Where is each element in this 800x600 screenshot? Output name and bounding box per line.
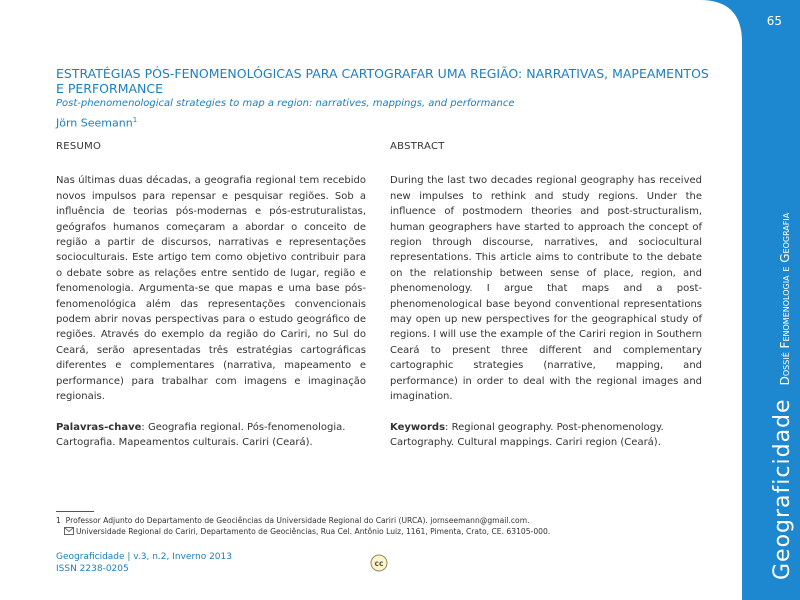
author xyxy=(56,116,137,130)
resumo-section xyxy=(56,139,366,450)
journal-vertical-label xyxy=(742,160,798,590)
resumo-keywords xyxy=(56,420,366,451)
author-name: Jörn Seemann xyxy=(56,116,133,130)
journal-name: Geograficidade xyxy=(770,398,795,580)
issn: ISSN 2238-0205 xyxy=(56,564,129,574)
abstract-keywords-text: : Regional geography. Post-phenomenology. Cartography. Cultural mappings. Cariri region (Ceará). xyxy=(390,421,664,448)
article-subtitle: Post-phenomenological strategies to map a region: narratives, mappings, and performance xyxy=(56,98,515,109)
author-note-marker: 1 xyxy=(132,116,138,124)
footnote-affiliation: Professor Adjunto do Departamento de Geociências da Universidade Regional do Cariri (URCA). jornseemann@gmail.com. xyxy=(65,516,530,525)
resumo-keywords-text: : Geografia regional. Pós-fenomenologia. Cartografia. Mapeamentos culturais. Cariri (Ceará). xyxy=(56,421,346,448)
abstract-keywords xyxy=(390,420,702,451)
resumo-keywords-label: Palavras-chave xyxy=(56,421,142,433)
footnote xyxy=(56,515,696,537)
resumo-heading: RESUMO xyxy=(56,141,102,152)
resumo-body: Nas últimas duas décadas, a geografia regional tem recebido novos impulsos para repensar e pesquisar regiões. Sob a influência de teorias pós-modernas e pós-estruturalistas, geógrafos humanos começaram a abordar o conceito de região a partir de discursos, narrativas e representações socioculturais. Este artigo tem como objetivo contribuir para o debate sobre as relações entre sentido de lugar, região e fenomenologia. Argumenta-se que mapas e uma base pós-fenomenológica além das representações convencionais podem abrir novas perspectivas para o estudo geográfico de regiões. Através do exemplo da região do Cariri, no Sul do Ceará, serão apresentadas três estratégias cartográficas diferentes e complementares (narrativa, mapeamento e performance) para trabalhar com imagens e imaginação regionais. xyxy=(56,175,366,403)
abstract-heading: ABSTRACT xyxy=(390,141,445,152)
footnote-line-2 xyxy=(56,526,696,537)
article-title: ESTRATÉGIAS PÓS-FENOMENOLÓGICAS PARA CARTOGRAFAR UMA REGIÃO: NARRATIVAS, MAPEAMENTOS E PERFORMANCE xyxy=(56,66,709,96)
envelope-icon xyxy=(64,527,74,535)
footnote-line-1 xyxy=(56,515,696,526)
creative-commons-icon xyxy=(370,554,388,572)
dossier-label: Dossiê Fenomenologia e Geografia xyxy=(778,212,792,386)
footnote-marker: 1 xyxy=(56,516,61,525)
journal-issue: Geograficidade | v.3, n.2, Inverno 2013 xyxy=(56,552,232,562)
footnote-address: Universidade Regional do Cariri, Departamento de Geociências, Rua Cel. Antônio Luiz, 1161, Pimenta, Crato, CE. 63105-000. xyxy=(76,527,551,536)
footnote-rule xyxy=(56,511,94,512)
abstract-body: During the last two decades regional geography has received new impulses to rethink and study regions. Under the influence of postmodern theories and post-structuralism, human geographers have started to approach the concept of region through discourse, narratives, and sociocultural representations. This article aims to contribute to the debate on the relationship between sense of place, region, and phenomenology. I argue that maps and a post-phenomenological base beyond conventional representations may open up new perspectives for the geographical study of regions. I will use the example of the Cariri region in Southern Ceará to present three different and complementary cartographic strategies (narrative, mapping, and performance) in order to deal with the regional images and imagination. xyxy=(390,175,702,403)
abstract-section xyxy=(390,139,702,450)
svg-text:cc: cc xyxy=(374,559,384,568)
abstract-keywords-label: Keywords xyxy=(390,421,446,433)
page-number: 65 xyxy=(766,14,782,28)
page-footer xyxy=(56,551,232,575)
